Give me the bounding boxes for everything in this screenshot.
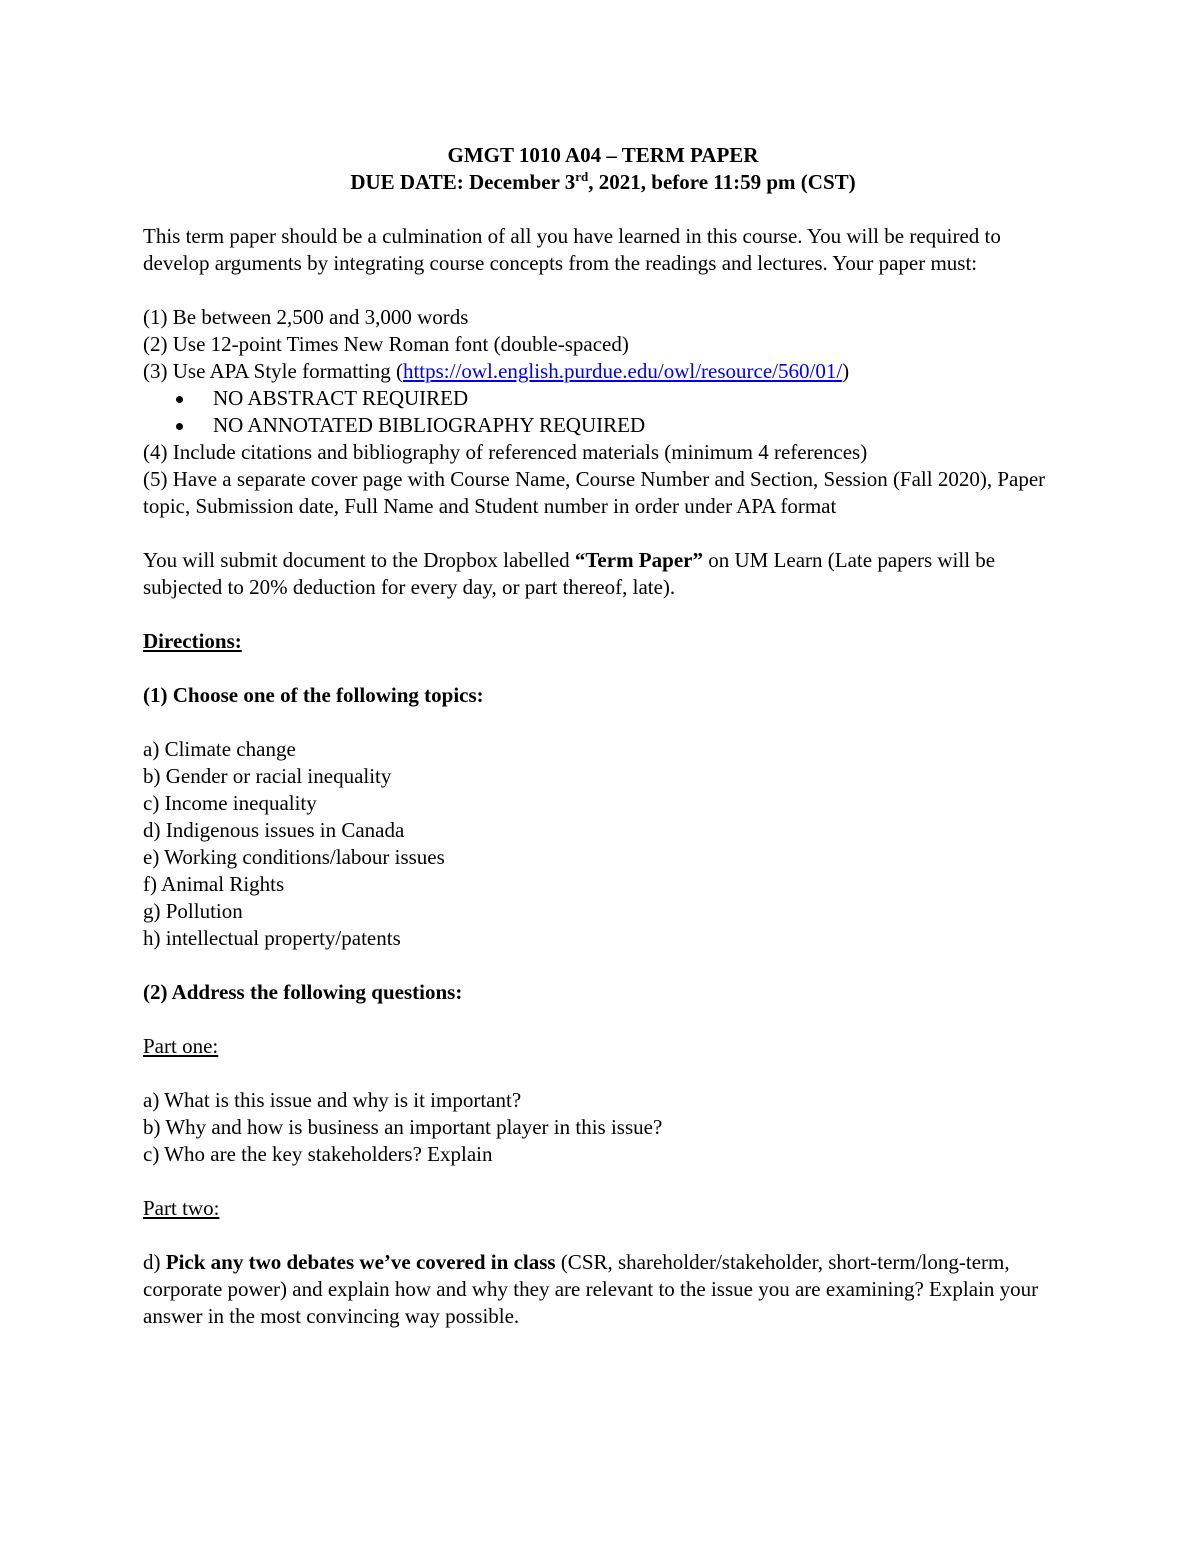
requirement-3-suffix: ) bbox=[842, 359, 850, 383]
requirement-4: (4) Include citations and bibliography of referenced materials (minimum 4 references) bbox=[143, 440, 868, 464]
question-b: b) Why and how is business an important player in this issue? bbox=[143, 1115, 663, 1139]
due-date-line bbox=[143, 169, 1063, 196]
requirement-3-prefix: (3) Use APA Style formatting ( bbox=[143, 359, 403, 383]
part-one-heading: Part one: bbox=[143, 1034, 219, 1058]
directions-heading: Directions: bbox=[143, 629, 242, 653]
requirement-1: (1) Be between 2,500 and 3,000 words bbox=[143, 305, 469, 329]
question-d-rest: (CSR, shareholder/stakeholder, short-term/long-term, corporate power) and explain how and why they are relevant to the issue you are examining? Explain your answer in the most convincing way possible. bbox=[143, 1250, 1039, 1328]
bullet-no-abstract: NO ABSTRACT REQUIRED bbox=[143, 385, 1063, 412]
question-c: c) Who are the key stakeholders? Explain bbox=[143, 1142, 493, 1166]
due-date-suffix: , 2021, before 11:59 pm (CST) bbox=[588, 170, 856, 194]
topic-c: c) Income inequality bbox=[143, 791, 317, 815]
topic-e: e) Working conditions/labour issues bbox=[143, 845, 445, 869]
topic-d: d) Indigenous issues in Canada bbox=[143, 818, 405, 842]
requirement-2: (2) Use 12-point Times New Roman font (double-spaced) bbox=[143, 332, 629, 356]
due-date-prefix: DUE DATE: December 3 bbox=[350, 170, 576, 194]
document-content bbox=[143, 142, 1063, 1330]
topic-b: b) Gender or racial inequality bbox=[143, 764, 392, 788]
apa-style-link[interactable]: https://owl.english.purdue.edu/owl/resource/560/01/ bbox=[402, 359, 843, 383]
submission-dropbox-name: “Term Paper” bbox=[574, 548, 703, 572]
question-d-emphasis: Pick any two debates we’ve covered in class bbox=[165, 1250, 556, 1274]
topic-a: a) Climate change bbox=[143, 737, 296, 761]
submission-prefix: You will submit document to the Dropbox labelled bbox=[143, 548, 575, 572]
question-d-prefix: d) bbox=[143, 1250, 166, 1274]
intro-paragraph: This term paper should be a culmination of all you have learned in this course. You will be required to develop arguments by integrating course concepts from the readings and lectures. Your paper must: bbox=[143, 224, 1001, 275]
requirement-3 bbox=[143, 358, 1063, 385]
step-1-heading: (1) Choose one of the following topics: bbox=[143, 683, 484, 707]
topic-g: g) Pollution bbox=[143, 899, 243, 923]
step-2-heading: (2) Address the following questions: bbox=[143, 980, 463, 1004]
submission-suffix: on UM Learn (Late papers will be subjected to 20% deduction for every day, or part thereof, late). bbox=[143, 548, 996, 599]
requirement-5: (5) Have a separate cover page with Course Name, Course Number and Section, Session (Fall 2020), Paper topic, Submission date, Full Name and Student number in order under APA format bbox=[143, 467, 1046, 518]
topic-f: f) Animal Rights bbox=[143, 872, 285, 896]
question-a: a) What is this issue and why is it important? bbox=[143, 1088, 522, 1112]
topic-h: h) intellectual property/patents bbox=[143, 926, 401, 950]
apa-bullet-list bbox=[143, 385, 1063, 439]
part-two-heading: Part two: bbox=[143, 1196, 220, 1220]
title-line-1: GMGT 1010 A04 – TERM PAPER bbox=[447, 143, 759, 167]
submission-paragraph bbox=[143, 547, 1063, 601]
question-d bbox=[143, 1249, 1063, 1330]
due-date-superscript: rd bbox=[575, 169, 589, 184]
bullet-no-annotated-bibliography: NO ANNOTATED BIBLIOGRAPHY REQUIRED bbox=[143, 412, 1063, 439]
